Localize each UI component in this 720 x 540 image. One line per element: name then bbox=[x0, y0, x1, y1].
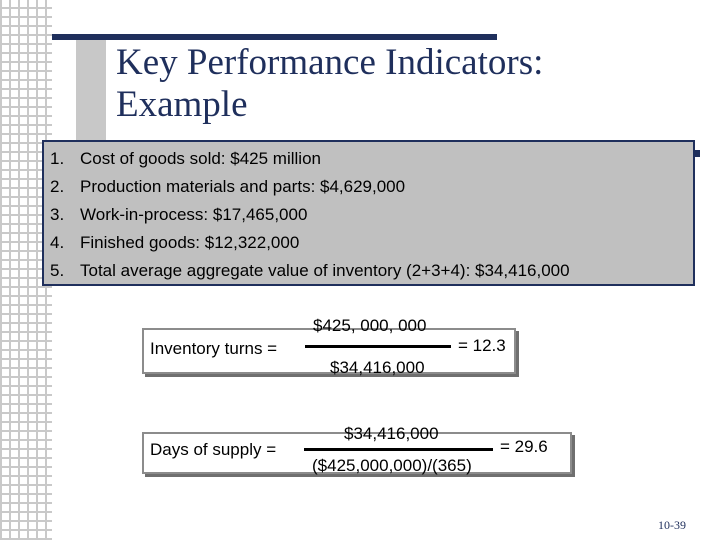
slide-number: 10-39 bbox=[658, 518, 686, 532]
list-item-number: 4. bbox=[50, 233, 65, 252]
list-item-number: 1. bbox=[50, 149, 65, 168]
decorative-tick bbox=[693, 150, 700, 157]
inventory-turns-denominator: $34,416,000 bbox=[330, 358, 425, 377]
inventory-turns-fraction-bar bbox=[305, 345, 451, 348]
inventory-turns-result: = 12.3 bbox=[458, 336, 506, 355]
slide-title bbox=[116, 42, 696, 126]
list-item-text: Production materials and parts: $4,629,000 bbox=[80, 177, 406, 196]
list-item-text: Finished goods: $12,322,000 bbox=[80, 233, 300, 252]
kpi-list bbox=[44, 142, 693, 285]
list-item-text: Cost of goods sold: $425 million bbox=[80, 149, 321, 168]
list-item bbox=[50, 229, 693, 257]
slide-title-line2: Example bbox=[116, 84, 248, 125]
days-of-supply-result: = 29.6 bbox=[500, 437, 548, 456]
list-item bbox=[50, 145, 693, 173]
list-item-text: Work-in-process: $17,465,000 bbox=[80, 205, 308, 224]
list-item bbox=[50, 173, 693, 201]
title-accent-block bbox=[76, 40, 106, 140]
inventory-turns-label: Inventory turns = bbox=[150, 339, 278, 358]
title-rule bbox=[52, 34, 497, 40]
days-of-supply-numerator: $34,416,000 bbox=[344, 424, 439, 443]
list-item bbox=[50, 201, 693, 229]
list-item-text: Total average aggregate value of inventory (2+3+4): $34,416,000 bbox=[80, 261, 570, 280]
kpi-bullet-box bbox=[42, 140, 695, 286]
days-of-supply-fraction-bar bbox=[304, 448, 493, 451]
days-of-supply-label: Days of supply = bbox=[150, 440, 277, 459]
list-item-number: 5. bbox=[50, 261, 65, 280]
days-of-supply-denominator: ($425,000,000)/(365) bbox=[312, 456, 472, 475]
list-item-number: 3. bbox=[50, 205, 65, 224]
slide-title-line1: Key Performance Indicators: bbox=[116, 42, 544, 83]
list-item-number: 2. bbox=[50, 177, 65, 196]
list-item bbox=[50, 257, 693, 285]
inventory-turns-numerator: $425, 000, 000 bbox=[313, 316, 427, 335]
